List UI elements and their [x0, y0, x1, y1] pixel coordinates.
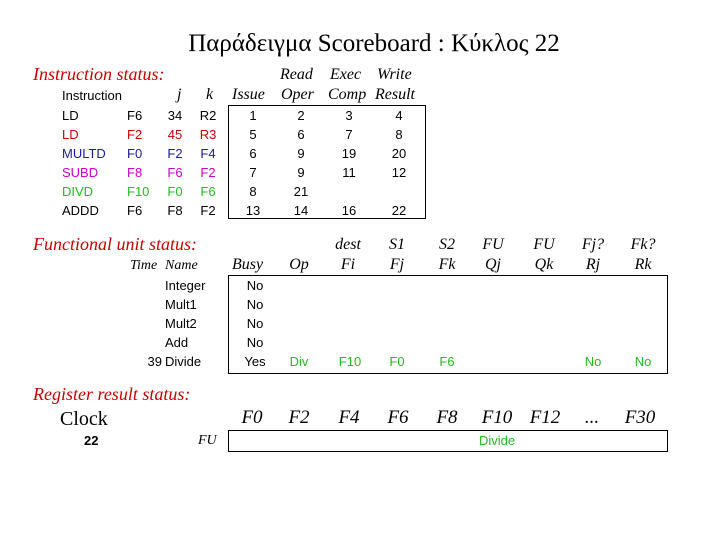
- header-result: Result: [375, 86, 415, 103]
- header-oper: Oper: [281, 86, 314, 103]
- fu-cell-qj: [478, 314, 508, 333]
- instruction-cell-j: F8: [167, 203, 183, 218]
- fu-cell-op: [284, 314, 314, 333]
- fu-cell-name: Integer: [165, 278, 206, 293]
- fu-cell-fi: [333, 314, 367, 333]
- instruction-cell-write: 22: [391, 203, 407, 218]
- header-rk: Rk: [634, 256, 652, 273]
- slide-title: Παράδειγμα Scoreboard : Κύκλος 22: [188, 30, 560, 57]
- instruction-cell-k: R2: [199, 108, 217, 123]
- instruction-cell-op: ADDD: [62, 203, 99, 218]
- instruction-cell-k: F6: [200, 184, 216, 199]
- fu-cell-time: [128, 276, 162, 295]
- instruction-cell-issue: 6: [249, 146, 257, 161]
- fu-cell-fk: [432, 314, 462, 333]
- instruction-cell-d: F6: [127, 108, 143, 123]
- header-write: Write: [377, 66, 412, 83]
- fu-cell-qj: [478, 295, 508, 314]
- instruction-cell-write: 8: [395, 127, 403, 142]
- header-name: Name: [165, 258, 198, 273]
- instruction-cell-j: 45: [167, 127, 183, 142]
- fu-cell-qk: [529, 352, 559, 371]
- instruction-cell-j: F2: [167, 146, 183, 161]
- instruction-cell-read: 21: [293, 184, 309, 199]
- header-exec: Exec: [330, 66, 362, 83]
- register-header: F0: [241, 407, 263, 428]
- instruction-cell-exec: [334, 182, 364, 201]
- instruction-cell-write: [384, 182, 414, 201]
- instruction-cell-issue: 7: [249, 165, 257, 180]
- header-s1: S1: [389, 236, 405, 253]
- fu-cell-name: Mult2: [165, 316, 197, 331]
- header-fu-k: FU: [533, 236, 555, 253]
- fu-cell-fj: [382, 295, 412, 314]
- instruction-cell-k: F2: [200, 203, 216, 218]
- fu-label: FU: [198, 433, 217, 448]
- fu-cell-qk: [529, 333, 559, 352]
- fu-cell-name: Mult1: [165, 297, 197, 312]
- fu-cell-rk: [628, 314, 658, 333]
- instruction-cell-exec: 7: [345, 127, 353, 142]
- fu-cell-fk: [432, 295, 462, 314]
- fu-cell-op: [284, 333, 314, 352]
- register-header: F4: [338, 407, 360, 428]
- header-time: Time: [130, 258, 158, 273]
- instruction-cell-op: MULTD: [62, 146, 106, 161]
- instruction-cell-op: LD: [62, 108, 79, 123]
- instruction-status-label: Instruction status:: [33, 64, 165, 84]
- fu-cell-qj: [478, 333, 508, 352]
- instruction-cell-d: F2: [127, 127, 143, 142]
- fu-cell-qk: [529, 295, 559, 314]
- fu-cell-name: Divide: [165, 354, 202, 369]
- fu-cell-fj: [382, 276, 412, 295]
- header-fu-j: FU: [482, 236, 504, 253]
- register-result-status-label: Register result status:: [33, 384, 191, 404]
- header-k: k: [206, 86, 214, 103]
- header-fk-ready: Fk?: [630, 236, 656, 253]
- instruction-cell-k: F4: [200, 146, 216, 161]
- register-table-box: [228, 430, 668, 452]
- register-header: F12: [529, 407, 561, 428]
- instruction-cell-op: LD: [62, 127, 79, 142]
- fu-cell-fi: F10: [338, 354, 362, 369]
- fu-cell-fi: [333, 333, 367, 352]
- fu-cell-qj: [478, 352, 508, 371]
- fu-cell-rj: No: [584, 354, 602, 369]
- instruction-cell-d: F10: [127, 184, 150, 199]
- instruction-cell-read: 9: [297, 146, 305, 161]
- fu-cell-fj: [382, 314, 412, 333]
- fu-cell-time: 39: [147, 354, 162, 369]
- fu-cell-op: [284, 295, 314, 314]
- register-header: F6: [387, 407, 409, 428]
- instruction-cell-read: 9: [297, 165, 305, 180]
- register-header: F2: [288, 407, 310, 428]
- functional-unit-status-label: Functional unit status:: [33, 234, 197, 254]
- fu-cell-busy: Yes: [244, 354, 266, 369]
- instruction-cell-d: F8: [127, 165, 143, 180]
- instruction-cell-read: 2: [297, 108, 305, 123]
- instruction-cell-issue: 8: [249, 184, 257, 199]
- header-fi: Fi: [340, 256, 356, 273]
- fu-cell-busy: No: [246, 316, 264, 331]
- fu-cell-rj: [578, 333, 608, 352]
- fu-cell-busy: No: [246, 278, 264, 293]
- fu-cell-rj: [578, 276, 608, 295]
- register-header: F8: [436, 407, 458, 428]
- header-op: Op: [289, 256, 309, 273]
- fu-cell-rk: [628, 295, 658, 314]
- header-busy: Busy: [232, 256, 264, 273]
- fu-cell-rj: [578, 295, 608, 314]
- instruction-cell-exec: 19: [341, 146, 357, 161]
- register-header: ...: [584, 407, 600, 428]
- instruction-cell-write: 20: [391, 146, 407, 161]
- fu-cell-busy: No: [246, 335, 264, 350]
- fu-cell-qj: [478, 276, 508, 295]
- header-fj-ready: Fj?: [581, 236, 605, 253]
- instruction-cell-write: 4: [395, 108, 403, 123]
- header-read: Read: [280, 66, 313, 83]
- header-fj: Fj: [389, 256, 405, 273]
- fu-cell-op: [284, 276, 314, 295]
- fu-cell-rj: [578, 314, 608, 333]
- instruction-cell-exec: 3: [345, 108, 353, 123]
- fu-cell-fi: [333, 276, 367, 295]
- fu-cell-fj: F0: [389, 354, 405, 369]
- instruction-cell-d: F0: [127, 146, 143, 161]
- register-header: F30: [624, 407, 656, 428]
- fu-cell-name: Add: [165, 335, 189, 350]
- fu-cell-rk: No: [634, 354, 652, 369]
- instruction-cell-k: R3: [199, 127, 217, 142]
- header-instruction: Instruction: [62, 88, 122, 103]
- register-header: F10: [481, 407, 513, 428]
- instruction-cell-k: F2: [200, 165, 216, 180]
- instruction-cell-issue: 1: [249, 108, 257, 123]
- fu-cell-rk: [628, 276, 658, 295]
- instruction-cell-write: 12: [391, 165, 407, 180]
- fu-cell-op: Div: [289, 354, 309, 369]
- header-dest: dest: [335, 236, 361, 253]
- fu-cell-rk: [628, 333, 658, 352]
- header-issue: Issue: [232, 86, 265, 103]
- instruction-cell-j: 34: [167, 108, 183, 123]
- instruction-cell-issue: 13: [245, 203, 261, 218]
- instruction-cell-exec: 11: [342, 165, 356, 180]
- fu-cell-fk: [432, 333, 462, 352]
- instruction-cell-read: 6: [297, 127, 305, 142]
- header-j: j: [177, 86, 182, 103]
- fu-cell-qk: [529, 314, 559, 333]
- fu-cell-time: [128, 314, 162, 333]
- instruction-cell-issue: 5: [249, 127, 257, 142]
- instruction-cell-exec: 16: [341, 203, 357, 218]
- header-rj: Rj: [585, 256, 601, 273]
- instruction-cell-read: 14: [293, 203, 309, 218]
- fu-cell-fk: F6: [439, 354, 455, 369]
- fu-cell-time: [128, 333, 162, 352]
- clock-value: 22: [84, 433, 99, 448]
- header-fk: Fk: [438, 256, 456, 273]
- instruction-cell-j: F0: [167, 184, 183, 199]
- header-s2: S2: [439, 236, 455, 253]
- fu-cell-fi: [333, 295, 367, 314]
- instruction-cell-op: DIVD: [62, 184, 94, 199]
- fu-cell-busy: No: [246, 297, 264, 312]
- fu-cell-time: [128, 295, 162, 314]
- header-comp: Comp: [328, 86, 367, 103]
- header-qk: Qk: [534, 256, 554, 273]
- header-qj: Qj: [485, 256, 501, 273]
- register-value: Divide: [478, 433, 516, 448]
- clock-label: Clock: [60, 408, 108, 430]
- instruction-cell-d: F6: [127, 203, 143, 218]
- fu-cell-fk: [432, 276, 462, 295]
- fu-cell-qk: [529, 276, 559, 295]
- fu-cell-fj: [382, 333, 412, 352]
- instruction-cell-j: F6: [167, 165, 183, 180]
- instruction-cell-op: SUBD: [62, 165, 99, 180]
